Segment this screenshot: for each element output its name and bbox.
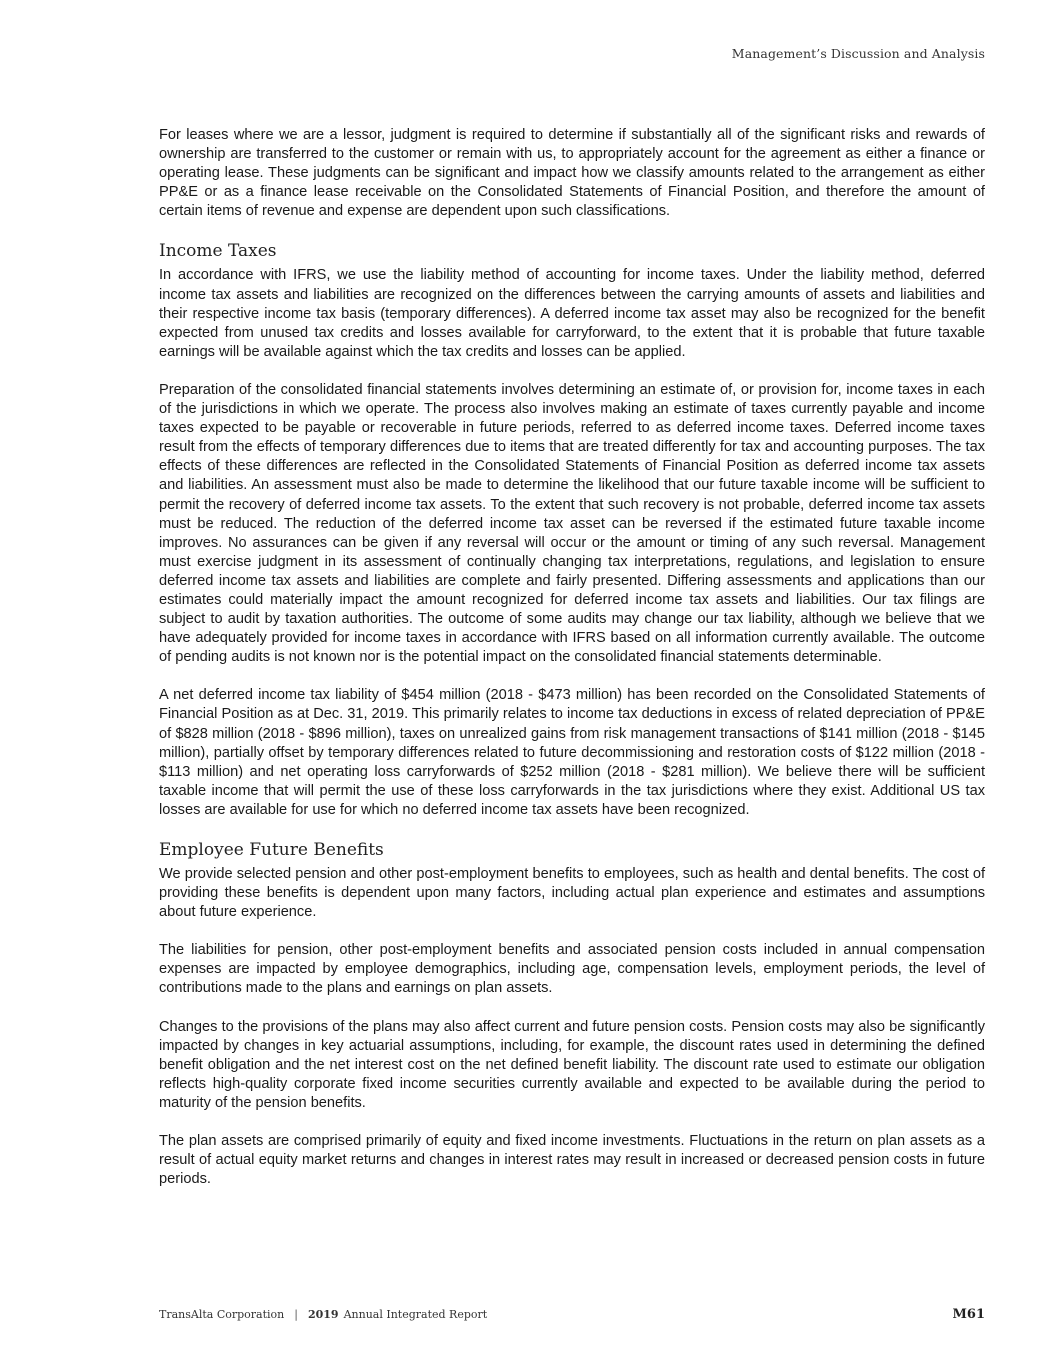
body-paragraph: In accordance with IFRS, we use the liability method of accounting for income taxes. Under the liability method, deferred income tax assets and liabilities are recognized on the differences between the carrying amounts of assets and liabilities and their respective income tax basis (temporary differences). A deferred income tax asset may also be recognized for the benefit expected from unused tax credits and losses available for carryforward, to the extent that it is probable that future taxable earnings will be available against which the tax credits and losses can be applied. [159, 267, 985, 360]
section-heading: Employee Future Benefits [159, 840, 384, 860]
document-body [159, 126, 985, 1208]
running-header: Management’s Discussion and Analysis [731, 46, 985, 61]
intro-paragraph: For leases where we are a lessor, judgment is required to determine if substantially all of the significant risks and rewards of ownership are transferred to the customer or remain with us, to appropriately account for the agreement as either a finance or operating lease. These judgments can be significant and impact how we classify amounts related to the arrangement as either PP&E or as a finance lease receivable on the Consolidated Statements of Financial Position, and therefore the amount of certain items of revenue and expense are dependent upon such classifications. [159, 127, 985, 220]
body-paragraph: Preparation of the consolidated financial statements involves determining an estimate of, or provision for, income taxes in each of the jurisdictions in which we operate. The process also involves making an estimate of taxes currently payable and income taxes expected to be payable or recoverable in future periods, referred to as deferred income taxes. Deferred income taxes result from the effects of temporary differences due to items that are treated differently for tax and accounting purposes. The tax effects of these differences are reflected in the Consolidated Statements of Financial Position as deferred income tax assets and liabilities. An assessment must also be made to determine the likelihood that our future taxable income will be sufficient to permit the recovery of deferred income tax assets. To the extent that such recovery is not probable, deferred income tax assets must be reduced. The reduction of the deferred income tax asset can be reversed if the estimated future taxable income improves. No assurances can be given if any reversal will occur or the amount or timing of any such reversal. Management must exercise judgment in its assessment of continually changing tax interpretations, regulations, and legislation to ensure deferred income tax assets and liabilities are complete and fairly presented. Differing assessments and applications than our estimates could materially impact the amount recognized for deferred income tax assets and liabilities. Our tax filings are subject to audit by taxation authorities. The outcome of some audits may change our tax liability, although we believe that we have adequately provided for income taxes in accordance with IFRS based on all information currently available. The outcome of pending audits is not known nor is the potential impact on the consolidated financial statements determinable. [159, 381, 985, 666]
body-paragraph: The liabilities for pension, other post-employment benefits and associated pension costs included in annual compensation expenses are impacted by employee demographics, including age, compensation levels, employment periods, the level of contributions made to the plans and earnings on plan assets. [159, 942, 985, 997]
footer-year: 2019 [307, 1308, 339, 1321]
footer-separator: | [294, 1308, 298, 1321]
footer-report-title: Annual Integrated Report [343, 1308, 488, 1321]
section-heading: Income Taxes [159, 241, 277, 262]
body-paragraph: We provide selected pension and other post-employment benefits to employees, such as health and dental benefits. The cost of providing these benefits is dependent upon many factors, including actual plan experience and estimates and assumptions about future experience. [159, 866, 985, 921]
section-employee-future-benefits [159, 839, 985, 1189]
section-income-taxes [159, 240, 985, 820]
body-paragraph: A net deferred income tax liability of $454 million (2018 - $473 million) has been recorded on the Consolidated Statements of Financial Position as at Dec. 31, 2019. This primarily relates to income tax deductions in excess of related depreciation of PP&E of $828 million (2018 - $896 million), taxes on unrealized gains from risk management transactions of $141 million (2018 - $145 million), partially offset by temporary differences related to future decommissioning and restoration costs of $122 million (2018 - $113 million) and net operating loss carryforwards of $252 million (2018 - $281 million). We believe there will be sufficient taxable income that will permit the use of these loss carryforwards in the tax jurisdictions where they exist. Additional US tax losses are available for use for which no deferred income tax assets have been recognized. [159, 687, 985, 818]
page-number: M61 [952, 1307, 985, 1322]
body-paragraph: The plan assets are comprised primarily of equity and fixed income investments. Fluctuations in the return on plan assets as a result of actual equity market returns and changes in interest rates may result in increased or decreased pension costs in future periods. [159, 1133, 985, 1188]
page-footer [159, 1307, 985, 1322]
body-paragraph: Changes to the provisions of the plans may also affect current and future pension costs. Pension costs may also be significantly impacted by changes in key actuarial assumptions, including, for example, the discount rates used in determining the defined benefit obligation and the net interest cost on the net defined benefit liability. The discount rate used to estimate our obligation reflects high-quality corporate fixed income securities currently available and expected to be available during the period to maturity of the pension benefits. [159, 1018, 985, 1111]
footer-company: TransAlta Corporation [159, 1308, 285, 1321]
